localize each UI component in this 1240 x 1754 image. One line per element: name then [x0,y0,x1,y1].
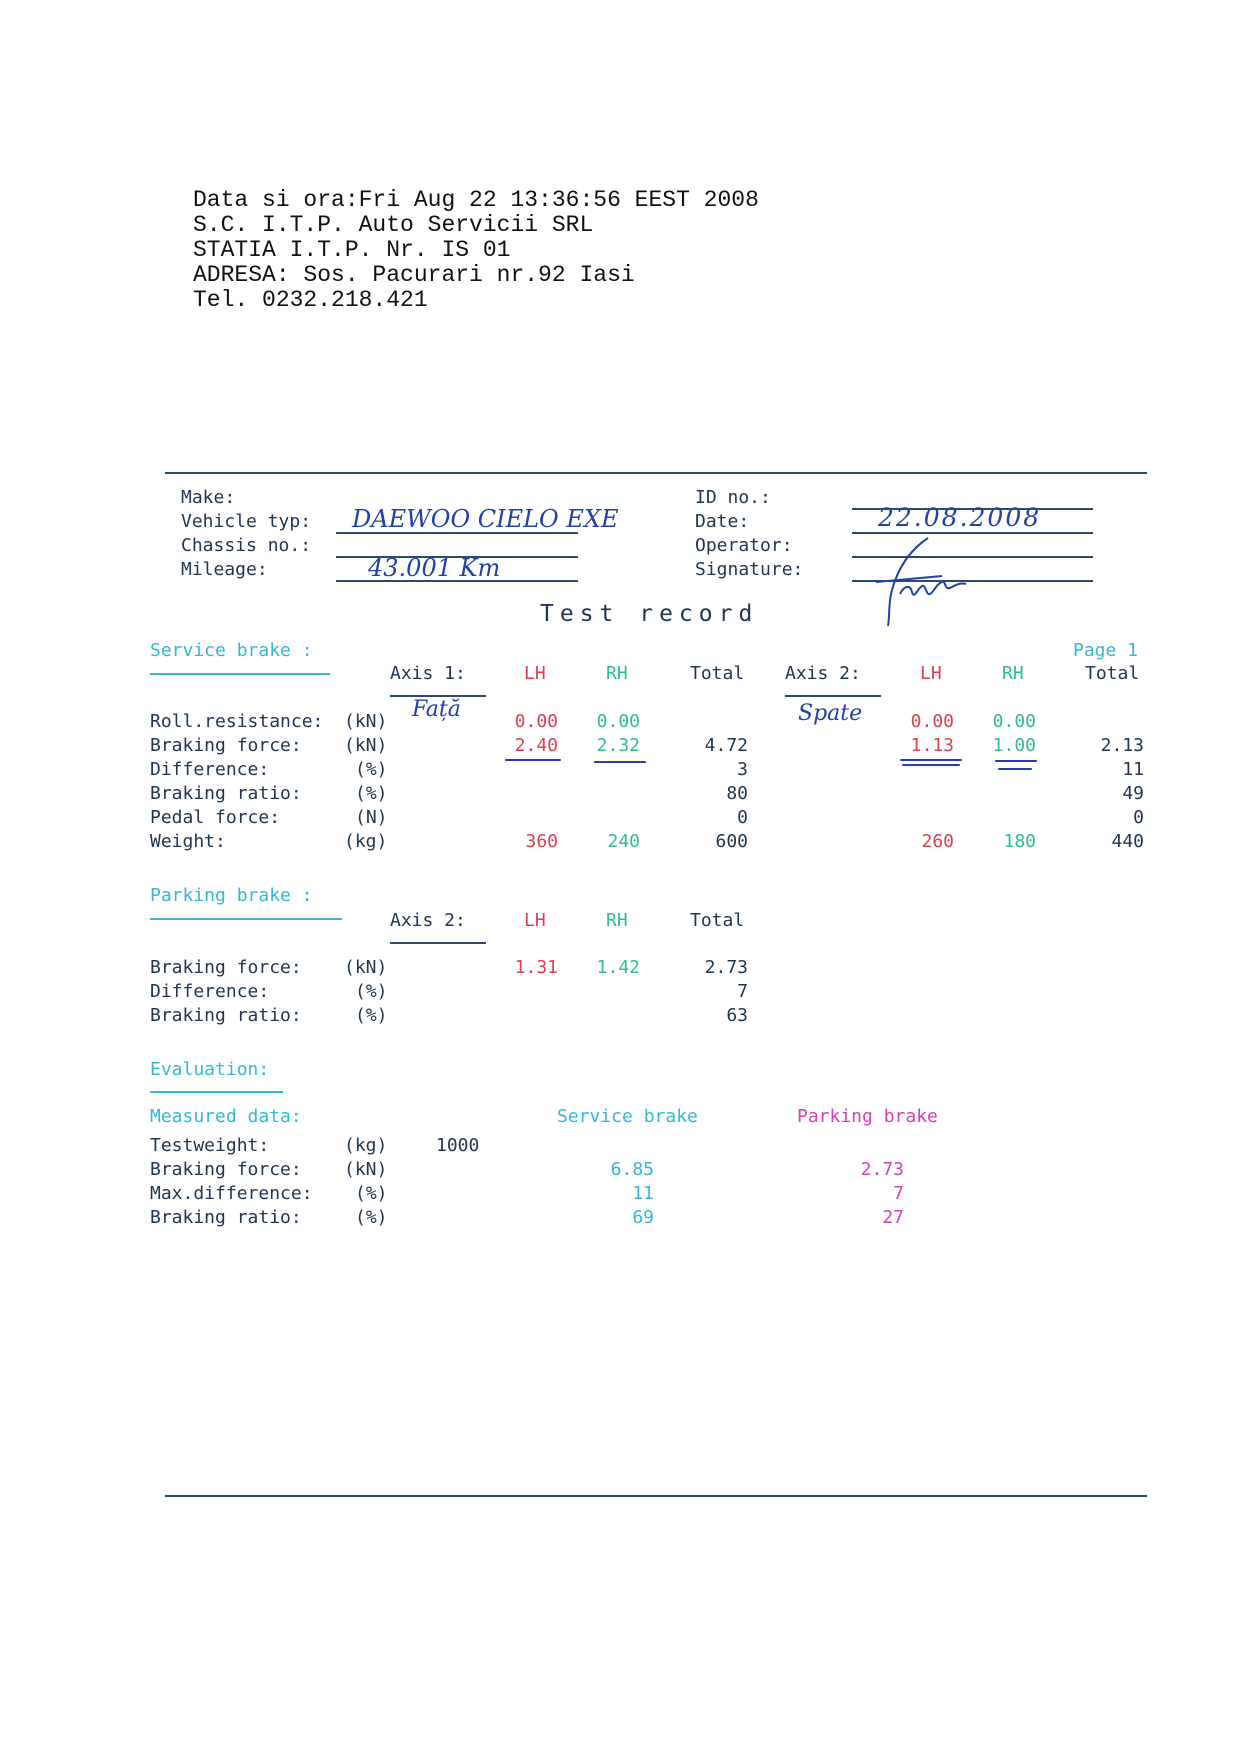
vehicle-type-handwritten: DAEWOO CIELO EXE [352,505,619,533]
axis2-total-value: 49 [1122,783,1144,804]
evaluation-heading: Evaluation: [150,1059,270,1080]
row-label: Pedal force: [150,807,281,828]
row-unit: (kN) [344,1159,388,1180]
axis1-lh-header: LH [524,663,546,684]
testweight-value: 1000 [436,1135,480,1156]
service-brake-value: 11 [632,1183,654,1204]
service-heading-underline [150,673,330,675]
signature-scribble [870,530,980,630]
header-phone: Tel. 0232.218.421 [193,287,428,313]
parking-total-value: 63 [726,1005,748,1026]
row-unit: (kN) [344,735,388,756]
row-label: Braking ratio: [150,1207,302,1228]
parking-brake-value: 7 [893,1183,904,1204]
axis2-total-value: 2.13 [1100,735,1144,756]
axis1-rh-value: 0.00 [596,711,640,732]
header-company: S.C. I.T.P. Auto Servicii SRL [193,212,594,238]
row-unit: (%) [355,759,388,780]
measured-data-label: Measured data: [150,1106,302,1127]
axis2-lh-value: 1.13 [910,735,954,756]
axis1-rh-value: 240 [607,831,640,852]
parking-brake-column: Parking brake [797,1106,938,1127]
parking-lh-value: 1.31 [514,957,558,978]
row-unit: (%) [355,1005,388,1026]
axis1-lh-value: 0.00 [514,711,558,732]
parking-total-value: 7 [737,981,748,1002]
bottom-divider [165,1495,1147,1497]
row-unit: (%) [355,1207,388,1228]
vehicle-type-label: Vehicle typ: [181,511,312,532]
header-datetime: Data si ora:Fri Aug 22 13:36:56 EEST 2008 [193,187,759,213]
page-number: Page 1 [1073,640,1139,661]
service-brake-column: Service brake [557,1106,698,1127]
pen-underline [505,759,561,761]
axis1-lh-value: 360 [525,831,558,852]
parking-axis-label: Axis 2: [390,910,466,931]
axis1-label: Axis 1: [390,663,466,684]
row-label: Braking force: [150,735,302,756]
axis2-total-value: 0 [1133,807,1144,828]
axis1-rh-value: 2.32 [596,735,640,756]
axis2-total-value: 11 [1122,759,1144,780]
axis1-rh-header: RH [606,663,628,684]
row-label: Max.difference: [150,1183,313,1204]
row-label: Difference: [150,759,270,780]
mileage-handwritten: 43.001 Km [368,554,501,582]
row-unit: (N) [355,807,388,828]
date-handwritten: 22.08.2008 [878,503,1042,532]
axis2-total-value: 440 [1111,831,1144,852]
axis1-handwritten-note: Față [412,697,461,722]
axis2-rh-value: 0.00 [992,711,1036,732]
parking-brake-value: 2.73 [860,1159,904,1180]
make-label: Make: [181,487,236,508]
header-address: ADRESA: Sos. Pacurari nr.92 Iasi [193,262,635,288]
axis1-total-value: 3 [737,759,748,780]
row-label: Braking force: [150,957,302,978]
axis1-lh-value: 2.40 [514,735,558,756]
pen-underline [900,759,962,761]
operator-label: Operator: [695,535,793,556]
id-label: ID no.: [695,487,771,508]
service-brake-value: 69 [632,1207,654,1228]
evaluation-heading-underline [150,1091,283,1093]
row-unit: (%) [355,981,388,1002]
axis2-total-header: Total [1085,663,1140,684]
row-unit: (kg) [344,831,388,852]
row-label: Roll.resistance: [150,711,324,732]
parking-lh-header: LH [524,910,546,931]
service-brake-heading: Service brake : [150,640,313,661]
row-unit: (kg) [344,1135,388,1156]
parking-brake-value: 27 [882,1207,904,1228]
axis1-total-value: 600 [715,831,748,852]
signature-label: Signature: [695,559,804,580]
parking-heading-underline [150,918,342,920]
row-unit: (kN) [344,957,388,978]
row-label: Testweight: [150,1135,270,1156]
axis2-rh-header: RH [1002,663,1024,684]
row-unit: (kN) [344,711,388,732]
pen-underline [902,764,960,766]
axis2-lh-header: LH [920,663,942,684]
row-unit: (%) [355,783,388,804]
axis1-total-value: 80 [726,783,748,804]
pen-underline [998,768,1032,770]
row-label: Braking force: [150,1159,302,1180]
axis2-lh-value: 0.00 [910,711,954,732]
parking-axis-underline [390,942,486,944]
axis1-total-value: 0 [737,807,748,828]
axis1-total-value: 4.72 [704,735,748,756]
row-label: Difference: [150,981,270,1002]
row-label: Weight: [150,831,226,852]
pen-underline [995,760,1037,762]
service-brake-value: 6.85 [610,1159,654,1180]
parking-rh-header: RH [606,910,628,931]
axis2-handwritten-note: Spate [798,701,863,726]
parking-brake-heading: Parking brake : [150,885,313,906]
axis1-total-header: Total [690,663,745,684]
parking-rh-value: 1.42 [596,957,640,978]
header-station: STATIA I.T.P. Nr. IS 01 [193,237,511,263]
parking-total-value: 2.73 [704,957,748,978]
pen-underline [594,761,646,763]
row-label: Braking ratio: [150,783,302,804]
row-label: Braking ratio: [150,1005,302,1026]
axis2-rh-value: 1.00 [992,735,1036,756]
date-label: Date: [695,511,750,532]
axis2-label: Axis 2: [785,663,861,684]
test-record-title: Test record [540,601,759,627]
axis2-rh-value: 180 [1003,831,1036,852]
mileage-label: Mileage: [181,559,268,580]
chassis-label: Chassis no.: [181,535,312,556]
top-divider [165,472,1147,474]
axis2-underline [785,695,881,697]
row-unit: (%) [355,1183,388,1204]
parking-total-header: Total [690,910,745,931]
axis2-lh-value: 260 [921,831,954,852]
